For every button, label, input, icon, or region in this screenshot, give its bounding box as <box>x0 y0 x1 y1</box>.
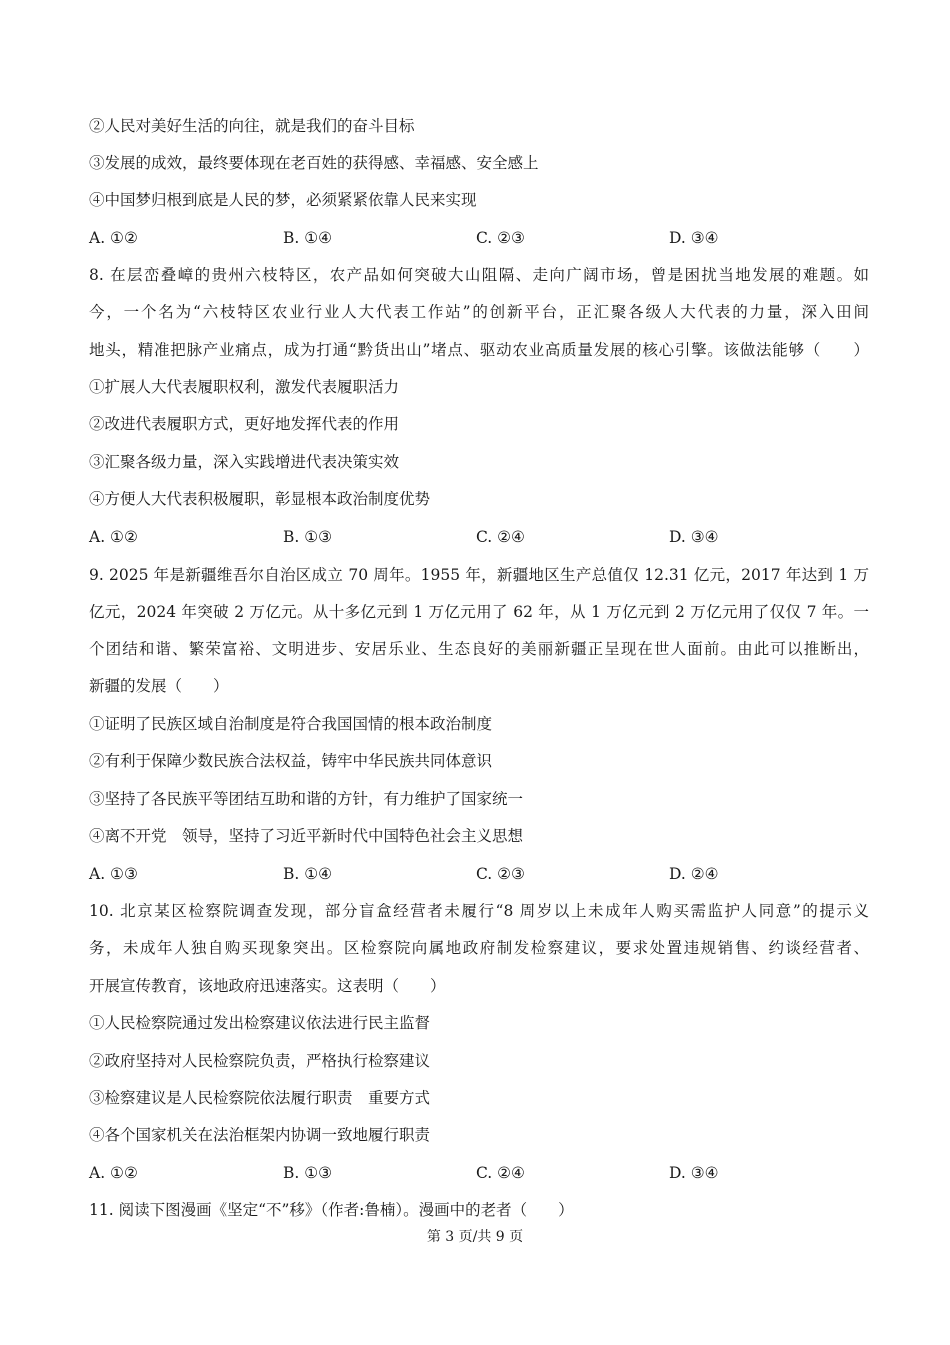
q11-stem: 11. 阅读下图漫画《坚定“不”移》（作者:鲁楠）。漫画中的老者（ ） <box>89 1201 574 1219</box>
q7-options <box>89 228 869 248</box>
q9-statement-4: ④离不开党 领导，坚持了习近平新时代中国特色社会主义思想 <box>89 827 524 845</box>
q7-statement-4: ④中国梦归根到底是人民的梦，必须紧紧依靠人民来实现 <box>89 191 477 209</box>
q9-stem-line-3: 个团结和谐、繁荣富裕、文明进步、安居乐业、生态良好的美丽新疆正呈现在世人面前。由此可以推断出， <box>89 640 869 658</box>
q10-option-a: A. ①② <box>89 1164 138 1182</box>
q8-option-b: B. ①③ <box>283 528 333 546</box>
q9-options <box>89 864 869 884</box>
q8-stem-line-3: 地头，精准把脉产业痛点，成为打通“黔货出山”堵点、驱动农业高质量发展的核心引擎。该做法能够（ ） <box>89 341 869 359</box>
q8-options <box>89 527 869 547</box>
q8-option-c: C. ②④ <box>476 528 525 546</box>
q9-option-b: B. ①④ <box>283 865 333 883</box>
q8-option-a: A. ①② <box>89 528 138 546</box>
q7-statement-2: ②人民对美好生活的向往，就是我们的奋斗目标 <box>89 117 415 135</box>
q9-statement-1: ①证明了民族区域自治制度是符合我国国情的根本政治制度 <box>89 715 493 733</box>
q7-option-b: B. ①④ <box>283 229 333 247</box>
q10-statement-2: ②政府坚持对人民检察院负责，严格执行检察建议 <box>89 1052 431 1070</box>
q10-option-d: D. ③④ <box>669 1164 719 1182</box>
q9-statement-2: ②有利于保障少数民族合法权益，铸牢中华民族共同体意识 <box>89 752 493 770</box>
q10-statement-1: ①人民检察院通过发出检察建议依法进行民主监督 <box>89 1014 431 1032</box>
q7-option-a: A. ①② <box>89 229 138 247</box>
q10-option-c: C. ②④ <box>476 1164 525 1182</box>
q8-stem-line-2: 今，一个名为“六枝特区农业行业人大代表工作站”的创新平台，正汇聚各级人大代表的力量，深入田间 <box>89 303 869 321</box>
q7-option-d: D. ③④ <box>669 229 719 247</box>
q10-options <box>89 1163 869 1183</box>
q8-stem-line-1: 8. 在层峦叠嶂的贵州六枝特区，农产品如何突破大山阻隔、走向广阔市场，曾是困扰当地发展的难题。如 <box>89 266 869 284</box>
q8-statement-1: ①扩展人大代表履职权利，激发代表履职活力 <box>89 378 400 396</box>
q10-statement-3: ③检察建议是人民检察院依法履行职责 重要方式 <box>89 1089 431 1107</box>
q7-statement-3: ③发展的成效，最终要体现在老百姓的获得感、幸福感、安全感上 <box>89 154 539 172</box>
q9-stem-line-4: 新疆的发展（ ） <box>89 677 229 695</box>
q10-statement-4: ④各个国家机关在法治框架内协调一致地履行职责 <box>89 1126 431 1144</box>
q8-statement-3: ③汇聚各级力量，深入实践增进代表决策实效 <box>89 453 400 471</box>
q8-statement-2: ②改进代表履职方式，更好地发挥代表的作用 <box>89 415 400 433</box>
q8-statement-4: ④方便人大代表积极履职，彰显根本政治制度优势 <box>89 490 431 508</box>
q10-stem-line-1: 10. 北京某区检察院调查发现，部分盲盒经营者未履行“8 周岁以上未成年人购买需监护人同意”的提示义 <box>89 902 869 920</box>
q10-stem-line-2: 务，未成年人独自购买现象突出。区检察院向属地政府制发检察建议，要求处置违规销售、约谈经营者、 <box>89 939 869 957</box>
q9-option-d: D. ②④ <box>669 865 719 883</box>
q9-option-a: A. ①③ <box>89 865 138 883</box>
q8-option-d: D. ③④ <box>669 528 719 546</box>
q9-statement-3: ③坚持了各民族平等团结互助和谐的方针，有力维护了国家统一 <box>89 790 524 808</box>
q10-stem-line-3: 开展宣传教育，该地政府迅速落实。这表明（ ） <box>89 977 446 995</box>
page-number-footer: 第 3 页/共 9 页 <box>426 1229 524 1245</box>
q9-option-c: C. ②③ <box>476 865 525 883</box>
q7-option-c: C. ②③ <box>476 229 525 247</box>
q9-stem-line-1: 9. 2025 年是新疆维吾尔自治区成立 70 周年。1955 年，新疆地区生产总值仅 12.31 亿元，2017 年达到 1 万 <box>89 566 869 584</box>
q9-stem-line-2: 亿元，2024 年突破 2 万亿元。从十多亿元到 1 万亿元用了 62 年，从 1 万亿元到 2 万亿元用了仅仅 7 年。一 <box>89 603 869 621</box>
q10-option-b: B. ①③ <box>283 1164 333 1182</box>
